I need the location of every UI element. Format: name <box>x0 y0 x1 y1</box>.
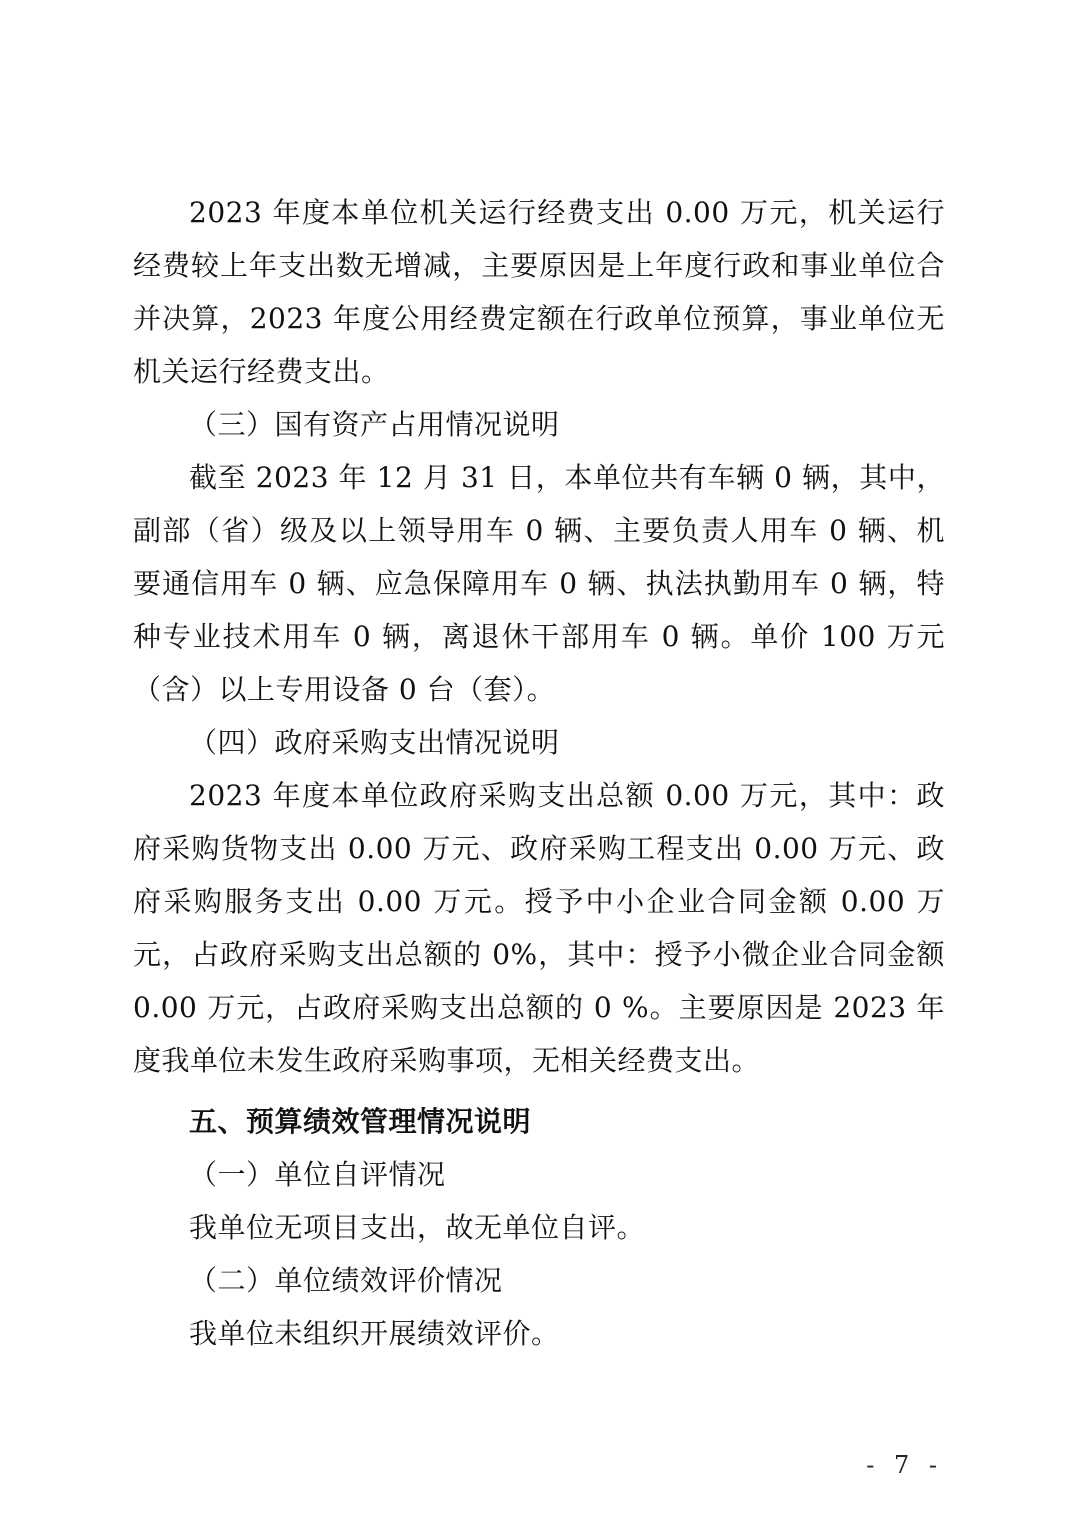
heading-state-assets: （三）国有资产占用情况说明 <box>189 408 560 441</box>
heading-government-procurement: （四）政府采购支出情况说明 <box>189 726 560 759</box>
paragraph-government-procurement: 2023 年度本单位政府采购支出总额 0.00 万元，其中：政府采购货物支出 0.00 万元、政府采购工程支出 0.00 万元、政府采购服务支出 0.00 万元。授予中小企业合同金额 0.00 万元，占政府采购支出总额的 0%，其中：授予小微企业合同金额 0.00 万元，占政府采购支出总额的 0 %。主要原因是 2023 年度我单位未发生政府采购事项，无相关经费支出。 <box>133 779 945 1077</box>
heading-budget-performance: 五、预算绩效管理情况说明 <box>189 1105 532 1138</box>
paragraph-operating-expenses: 2023 年度本单位机关运行经费支出 0.00 万元，机关运行经费较上年支出数无增减，主要原因是上年度行政和事业单位合并决算，2023 年度公用经费定额在行政单位预算，事业单位无机关运行经费支出。 <box>133 196 945 388</box>
page-number: - 7 - <box>866 1451 943 1479</box>
heading-performance-evaluation: （二）单位绩效评价情况 <box>189 1264 503 1297</box>
heading-self-evaluation: （一）单位自评情况 <box>189 1158 446 1191</box>
paragraph-state-assets: 截至 2023 年 12 月 31 日，本单位共有车辆 0 辆，其中，副部（省）级及以上领导用车 0 辆、主要负责人用车 0 辆、机要通信用车 0 辆、应急保障用车 0 辆、执法执勤用车 0 辆，特种专业技术用车 0 辆，离退休干部用车 0 辆。单价 100 万元（含）以上专用设备 0 台（套）。 <box>133 461 945 706</box>
document-body <box>133 186 945 1360</box>
paragraph-self-evaluation: 我单位无项目支出，故无单位自评。 <box>189 1211 646 1244</box>
paragraph-performance-evaluation: 我单位未组织开展绩效评价。 <box>189 1317 560 1350</box>
